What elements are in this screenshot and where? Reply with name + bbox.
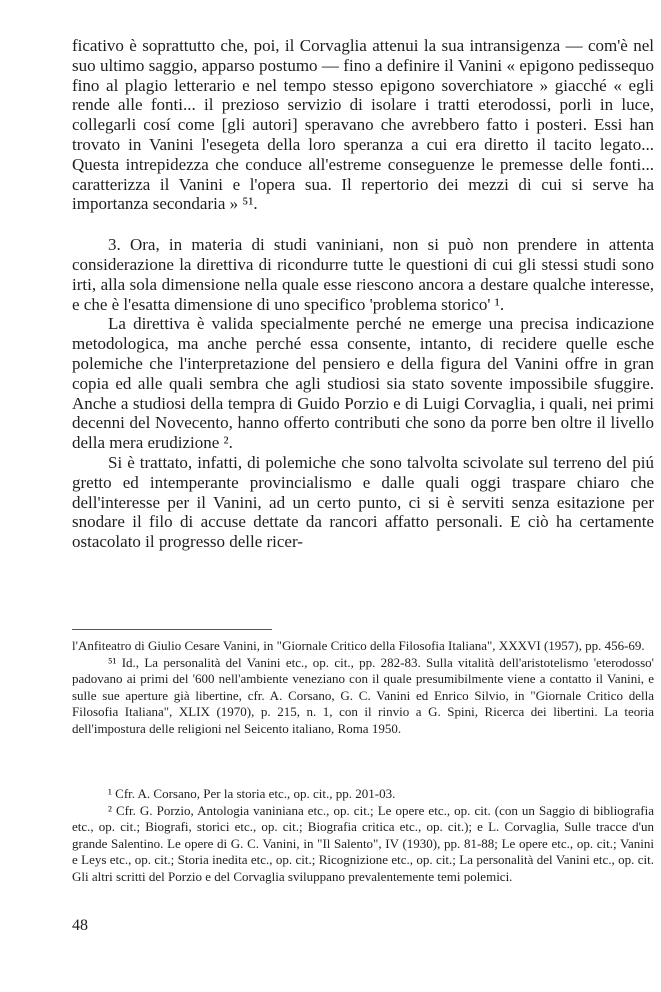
paragraph-continuation: ficativo è soprattutto che, poi, il Corvaglia attenui la sua intransigenza — com'è nel suo ultimo saggio, apparso postumo — fino a definire il Vanini « epigono pedissequo fino al plagio letterario e nel tempo stesso epigono soverchiatore » giacché « egli rende alle fonti... il prezioso servizio di isolare i tratti eterodossi, porli in luce, collegarli cosí come [gli autori] speravano che avrebbero fatto i posteri. Essi han trovato in Vanini l'esegeta della loro speranza a cui era diretto il tacito legato... Questa intrepidezza che conduce all'estreme conseguenze le premesse delle fonti... caratterizza il Vanini e l'opera sua. Il repertorio dei mezzi di cui si serve ha importanza secondaria » ⁵¹. xyxy=(72,36,654,214)
footnote-51: ⁵¹ Id., La personalità del Vanini etc., op. cit., pp. 282-83. Sulla vitalità dell'aristotelismo 'eterodosso' padovano ai primi del '600 nell'ambiente veneziano con il quale presumibilmente viene a contatto il Vanini, e sulle sue aperture già libertine, cfr. A. Corsano, G. C. Vanini ed Enrico Silvio, in "Giornale Critico della Filosofia Italiana", XLIX (1970), p. 215, n. 1, con il rinvio a G. Spini, Ricerca dei libertini. La teoria dell'impostura delle religioni nel Seicento italiano, Roma 1950. xyxy=(72,654,654,736)
footnotes-continued xyxy=(72,638,654,737)
footnote-2: ² Cfr. G. Porzio, Antologia vaniniana etc., op. cit.; Le opere etc., op. cit. (con un Saggio di bibliografia etc., op. cit.; Biografi, storici etc., op. cit.; Biografia critica etc., op. cit.); e L. Corvaglia, Sulle tracce d'un grande Salentino. Le opere di G. C. Vanini, in "Il Salento", IV (1930), pp. 81-88; Le opere etc., op. cit.; Vanini e Leys etc., op. cit.; Storia inedita etc., op. cit.; Ricognizione etc., op. cit.; La personalità del Vanini etc., op. cit. Gli altri scritti del Porzio e del Corvaglia sviluppano prevalentemente temi polemici. xyxy=(72,802,654,884)
footnote-50-tail: l'Anfiteatro di Giulio Cesare Vanini, in "Giornale Critico della Filosofia Italiana", XXXVI (1957), pp. 456-69. xyxy=(72,638,645,653)
footnote-rule xyxy=(72,629,272,630)
paragraph-polemics: Si è trattato, infatti, di polemiche che sono talvolta scivolate sul terreno del piú gretto ed intemperante provincialismo e dalle quali oggi traspare chiaro che dell'interesse per il Vanini, ad un certo punto, ci si è serviti senza esitazione per snodare il filo di accuse dettate da rancori affatto personali. E ciò ha certamente ostacolato il progresso delle ricer- xyxy=(72,452,654,552)
footnotes xyxy=(72,786,654,885)
paragraph-section-3: 3. Ora, in materia di studi vaniniani, non si può non prendere in attenta considerazione la direttiva di ricondurre tutte le questioni di cui gli stessi studi sono irti, alla sola dimensione nella quale esse riescono ancora a destare qualche interesse, e che è l'esatta dimensione di uno specifico 'problema storico' ¹. xyxy=(72,235,654,314)
paragraph-directive: La direttiva è valida specialmente perché ne emerge una precisa indicazione metodologica, ma anche perché essa consente, intanto, di recidere quelle esche polemiche che l'interpretazione del pensiero e della figura del Vanini offre in gran copia ed alle quali sembra che agli studiosi sia stato sovente impossibile sfuggire. Anche a studiosi della tempra di Guido Porzio e di Luigi Corvaglia, i quali, nei primi decenni del Novecento, hanno offerto contributi che sono da porre ben oltre il livello della mera erudizione ². xyxy=(72,314,654,453)
page-number: 48 xyxy=(72,917,88,934)
footnote-1: ¹ Cfr. A. Corsano, Per la storia etc., op. cit., pp. 201-03. xyxy=(108,786,396,801)
body-text xyxy=(72,36,654,552)
section-gap xyxy=(72,214,654,235)
